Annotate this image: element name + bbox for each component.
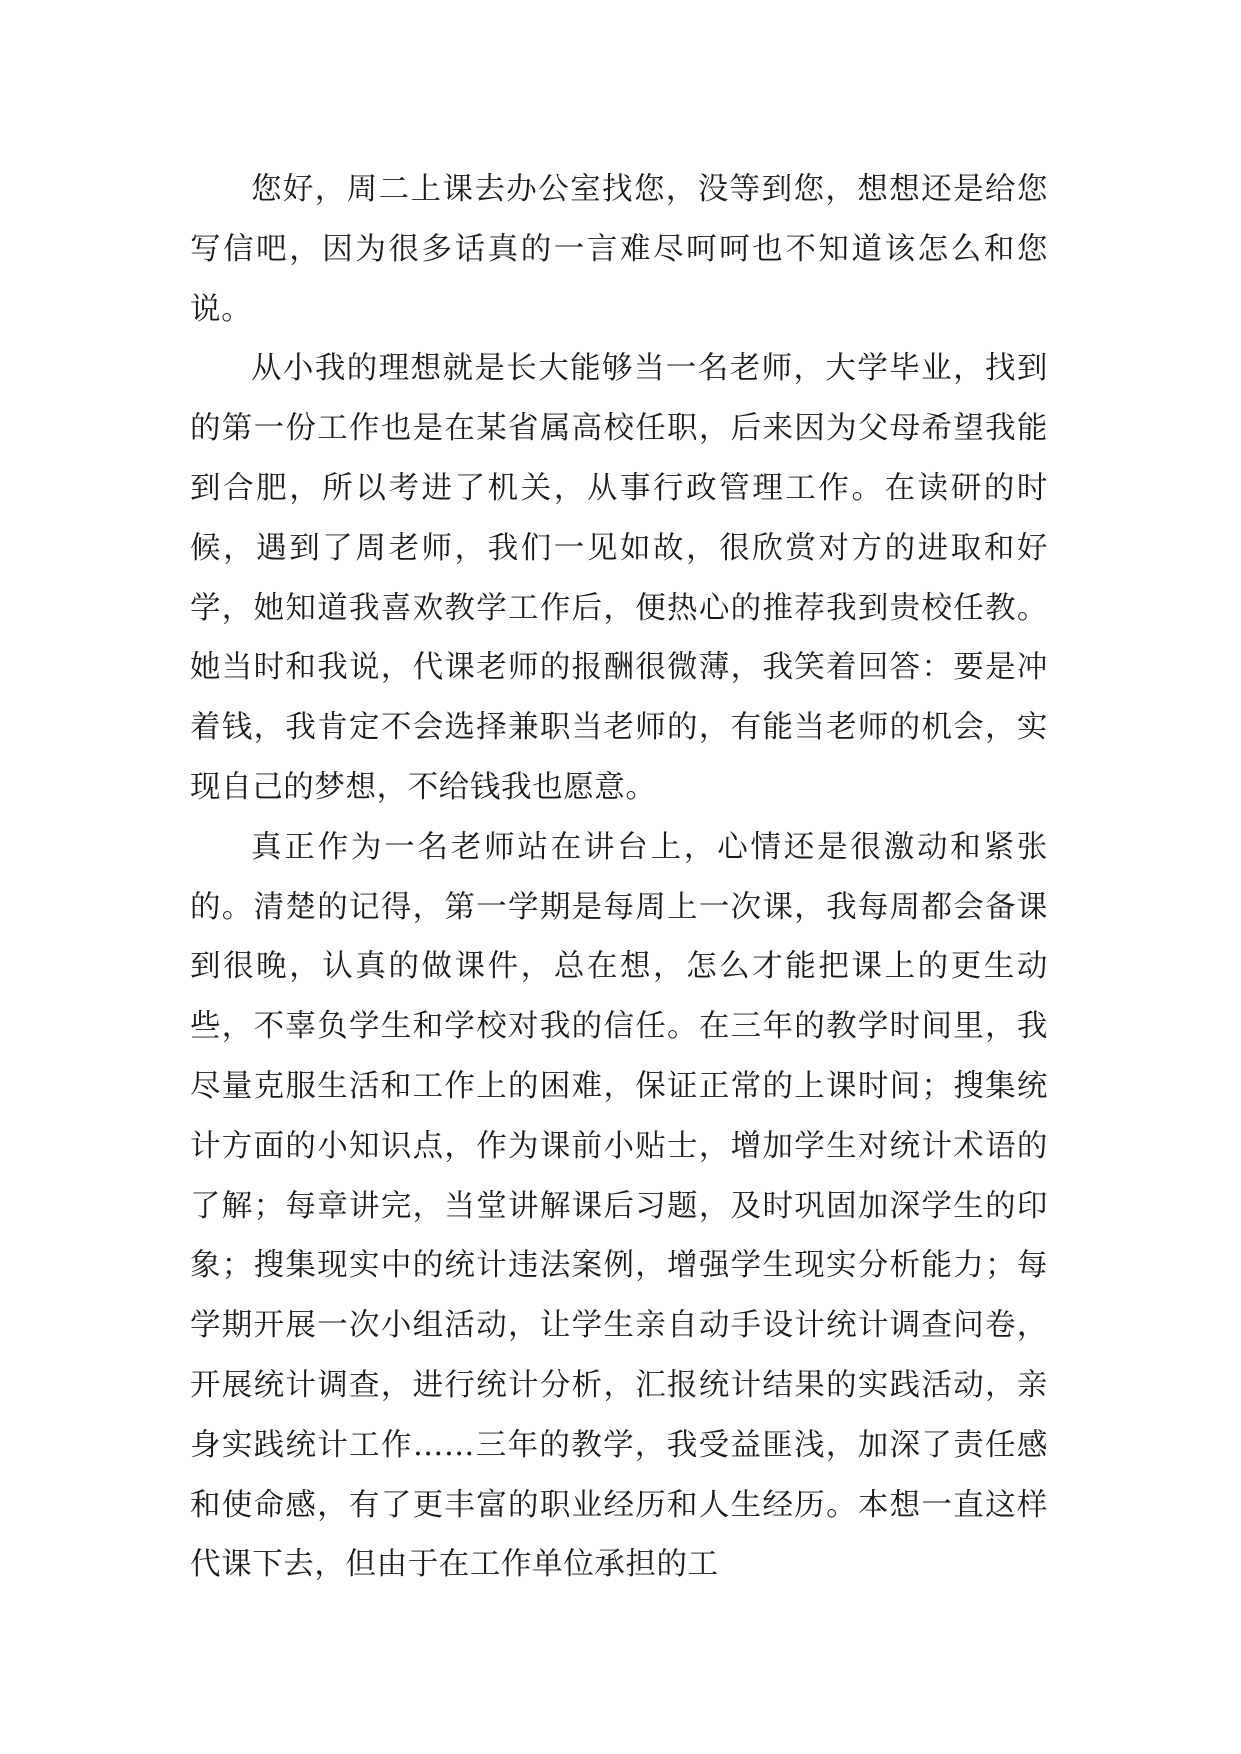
letter-body — [190, 160, 1048, 1595]
paragraph-background: 从小我的理想就是长大能够当一名老师，大学毕业，找到的第一份工作也是在某省属高校任职，后来因为父母希望我能到合肥，所以考进了机关，从事行政管理工作。在读研的时候，遇到了周老师，我们一见如故，很欣赏对方的进取和好学，她知道我喜欢教学工作后，便热心的推荐我到贵校任教。她当时和我说，代课老师的报酬很微薄，我笑着回答：要是冲着钱，我肯定不会选择兼职当老师的，有能当老师的机会，实现自己的梦想，不给钱我也愿意。 — [190, 351, 1048, 805]
paragraph-greeting: 您好，周二上课去办公室找您，没等到您，想想还是给您写信吧，因为很多话真的一言难尽呵呵也不知道该怎么和您说。 — [190, 172, 1048, 327]
paragraph-teaching-experience: 真正作为一名老师站在讲台上，心情还是很激动和紧张的。清楚的记得，第一学期是每周上一次课，我每周都会备课到很晚，认真的做课件，总在想，怎么才能把课上的更生动些，不辜负学生和学校对我的信任。在三年的教学时间里，我尽量克服生活和工作上的困难，保证正常的上课时间；搜集统计方面的小知识点，作为课前小贴士，增加学生对统计术语的了解；每章讲完，当堂讲解课后习题，及时巩固加深学生的印象；搜集现实中的统计违法案例，增强学生现实分析能力；每学期开展一次小组活动，让学生亲自动手设计统计调查问卷，开展统计调查，进行统计分析，汇报统计结果的实践活动，亲身实践统计工作……三年的教学，我受益匪浅，加深了责任感和使命感，有了更丰富的职业经历和人生经历。本想一直这样代课下去，但由于在工作单位承担的工 — [190, 829, 1048, 1583]
